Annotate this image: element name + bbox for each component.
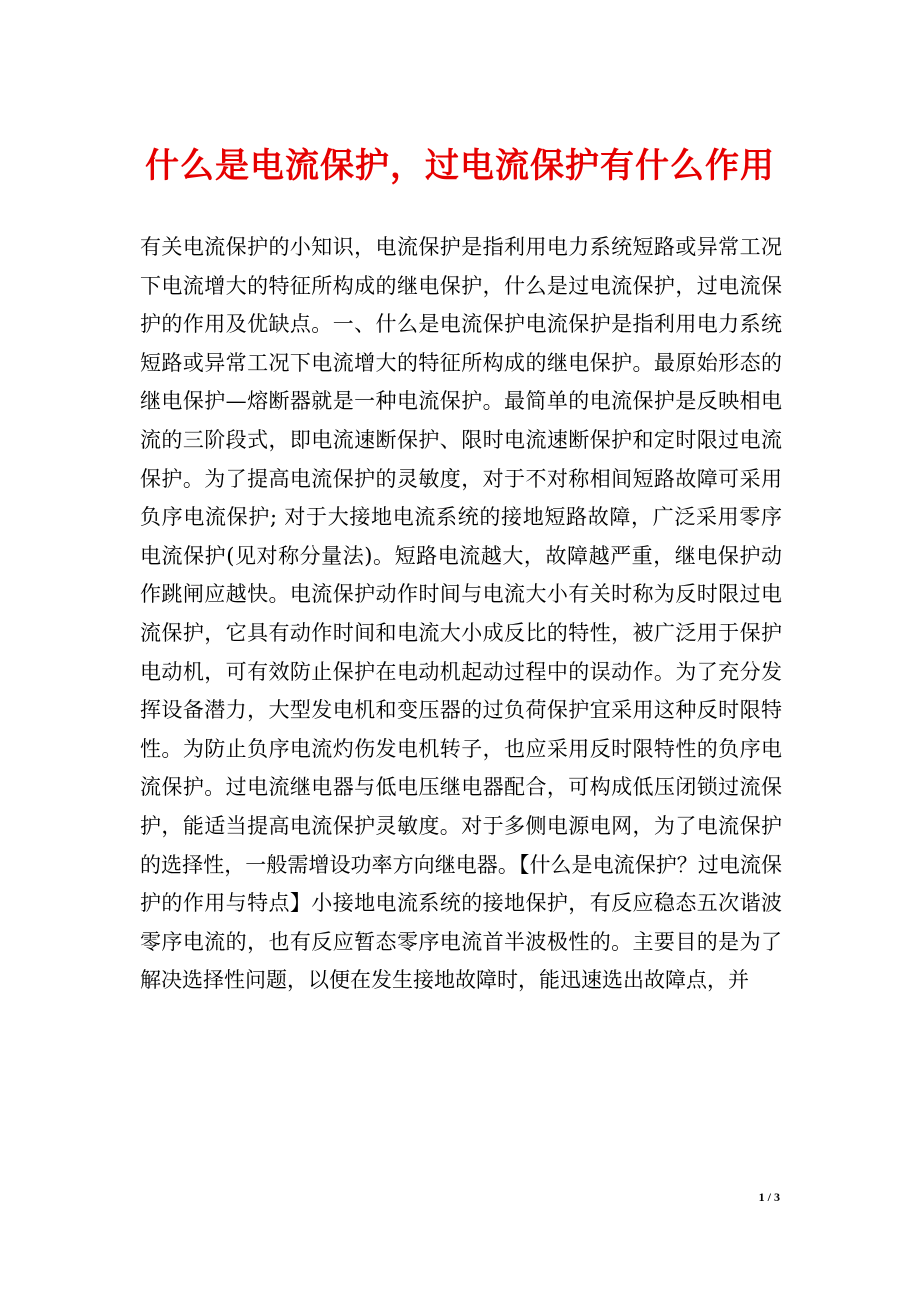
- body-paragraph: 有关电流保护的小知识，电流保护是指利用电力系统短路或异常工况下电流增大的特征所构成的继电保护，什么是过电流保护，过电流保护的作用及优缺点。一、什么是电流保护电流保护是指利用电力系统短路或异常工况下电流增大的特征所构成的继电保护。最原始形态的继电保护—熔断器就是一种电流保护。最简单的电流保护是反映相电流的三阶段式，即电流速断保护、限时电流速断保护和定时限过电流保护。为了提高电流保护的灵敏度，对于不对称相间短路故障可采用负序电流保护; 对于大接地电流系统的接地短路故障，广泛采用零序电流保护(见对称分量法)。短路电流越大，故障越严重，继电保护动作跳闸应越快。电流保护动作时间与电流大小有关时称为反时限过电流保护，它具有动作时间和电流大小成反比的特性，被广泛用于保护电动机，可有效防止保护在电动机起动过程中的误动作。为了充分发挥设备潜力，大型发电机和变压器的过负荷保护宜采用这种反时限特性。为防止负序电流灼伤发电机转子，也应采用反时限特性的负序电流保护。过电流继电器与低电压继电器配合，可构成低压闭锁过流保护，能适当提高电流保护灵敏度。对于多侧电源电网，为了电流保护的选择性，一般需增设功率方向继电器。【什么是电流保护？过电流保护的作用与特点】小接地电流系统的接地保护，有反应稳态五次谐波零序电流的，也有反应暂态零序电流首半波极性的。主要目的是为了解决选择性问题，以便在发生接地故障时，能迅速选出故障点，并: [140, 235, 782, 993]
- page-title: 什么是电流保护，过电流保护有什么作用: [145, 146, 775, 186]
- page-number: 1 / 3: [758, 1190, 780, 1204]
